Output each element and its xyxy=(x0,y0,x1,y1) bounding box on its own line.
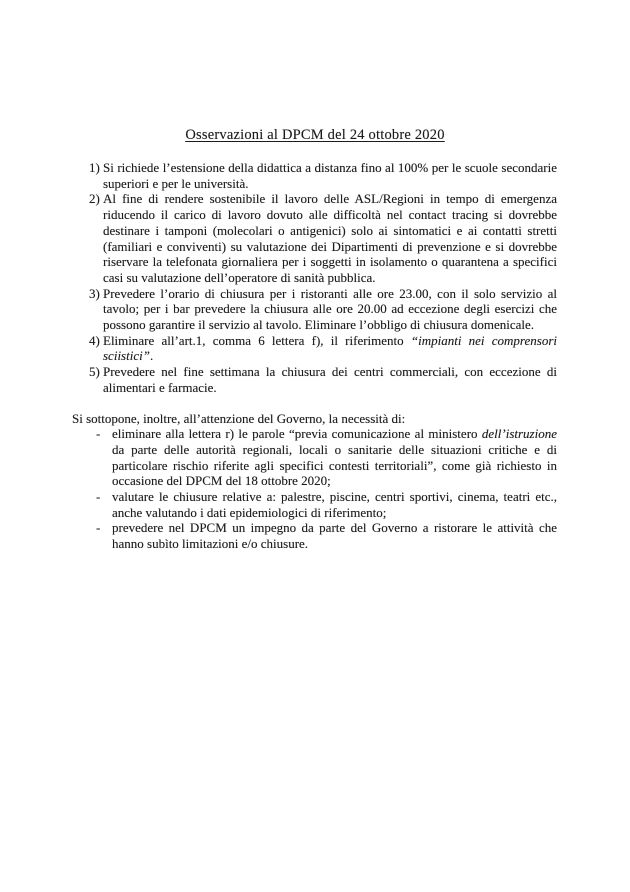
text-run: Eliminare all’art.1, comma 6 lettera f), il riferimento xyxy=(103,332,411,348)
list-item-text xyxy=(103,191,557,285)
italic-text-run: dell’istruzione xyxy=(481,426,557,442)
numbered-list xyxy=(89,160,557,396)
list-item-text xyxy=(112,520,557,551)
list-item-text xyxy=(103,364,557,395)
text-run: Prevedere nel fine settimana la chiusura dei centri commerciali, con eccezione di alimentari e farmacie. xyxy=(103,364,557,395)
list-item xyxy=(89,333,557,364)
list-item-text xyxy=(112,489,557,520)
list-item xyxy=(89,191,557,285)
list-item-marker: 3) xyxy=(89,285,100,301)
list-item-text xyxy=(103,333,557,364)
text-run: Prevedere l’orario di chiusura per i ristoranti alle ore 23.00, con il solo servizio al tavolo; per i bar prevedere la chiusura alle ore 20.00 ad eccezione degli esercizi che possono garantire il servizio al tavolo. Eliminare l’obbligo di chiusura domenicale. xyxy=(103,285,557,333)
intro-paragraph: Si sottopone, inoltre, all’attenzione del Governo, la necessità di: xyxy=(72,410,406,426)
list-item-text xyxy=(103,286,557,333)
italic-text-run: “impianti nei comprensori sciistici” xyxy=(103,332,557,364)
text-run: eliminare alla lettera r) le parole “previa comunicazione al ministero xyxy=(112,426,482,442)
list-item-marker: 2) xyxy=(89,191,100,207)
text-run: . xyxy=(149,348,154,364)
list-item-text xyxy=(112,426,557,489)
list-item-marker: - xyxy=(96,489,101,505)
list-item xyxy=(96,426,557,489)
dash-list xyxy=(96,426,557,552)
text-run: prevedere nel DPCM un impegno da parte del Governo a ristorare le attività che hanno subìto limitazioni e/o chiusure. xyxy=(112,520,557,552)
list-item xyxy=(96,489,557,520)
list-item xyxy=(89,286,557,333)
text-run: da parte delle autorità regionali, locali o sanitarie delle situazioni critiche e di particolare rischio riferite agli specifici contesti territoriali”, come già richiesto in occasione del DPCM del 18 ottobre 2020; xyxy=(112,441,557,489)
list-item-marker: - xyxy=(96,426,101,442)
text-run: Al fine di rendere sostenibile il lavoro delle ASL/Regioni in tempo di emergenza riducendo il carico di lavoro dovuto alle difficoltà nel contact tracing si dovrebbe destinare i tamponi (molecolari o antigenici) solo ai sintomatici e ai contatti stretti (familiari e conviventi) su valutazione dei Dipartimenti di prevenzione e si dovrebbe riservare la telefonata giornaliera per i soggetti in isolamento o quarantena a specifici casi su valutazione dell’operatore di sanità pubblica. xyxy=(103,191,557,285)
list-item-marker: 4) xyxy=(89,332,100,348)
text-run: valutare le chiusure relative a: palestre, piscine, centri sportivi, cinema, teatri etc., anche valutando i dati epidemiologici di riferimento; xyxy=(112,489,557,520)
list-item-marker: 1) xyxy=(89,160,100,175)
list-item xyxy=(96,520,557,551)
list-item-marker: 5) xyxy=(89,364,100,380)
list-item xyxy=(89,160,557,191)
list-item xyxy=(89,364,557,395)
list-item-marker: - xyxy=(96,520,101,536)
text-run: Si richiede l’estensione della didattica a distanza fino al 100% per le scuole secondarie superiori e per le università. xyxy=(103,160,557,191)
list-item-text xyxy=(103,160,557,191)
document-title: Osservazioni al DPCM del 24 ottobre 2020 xyxy=(185,127,445,143)
